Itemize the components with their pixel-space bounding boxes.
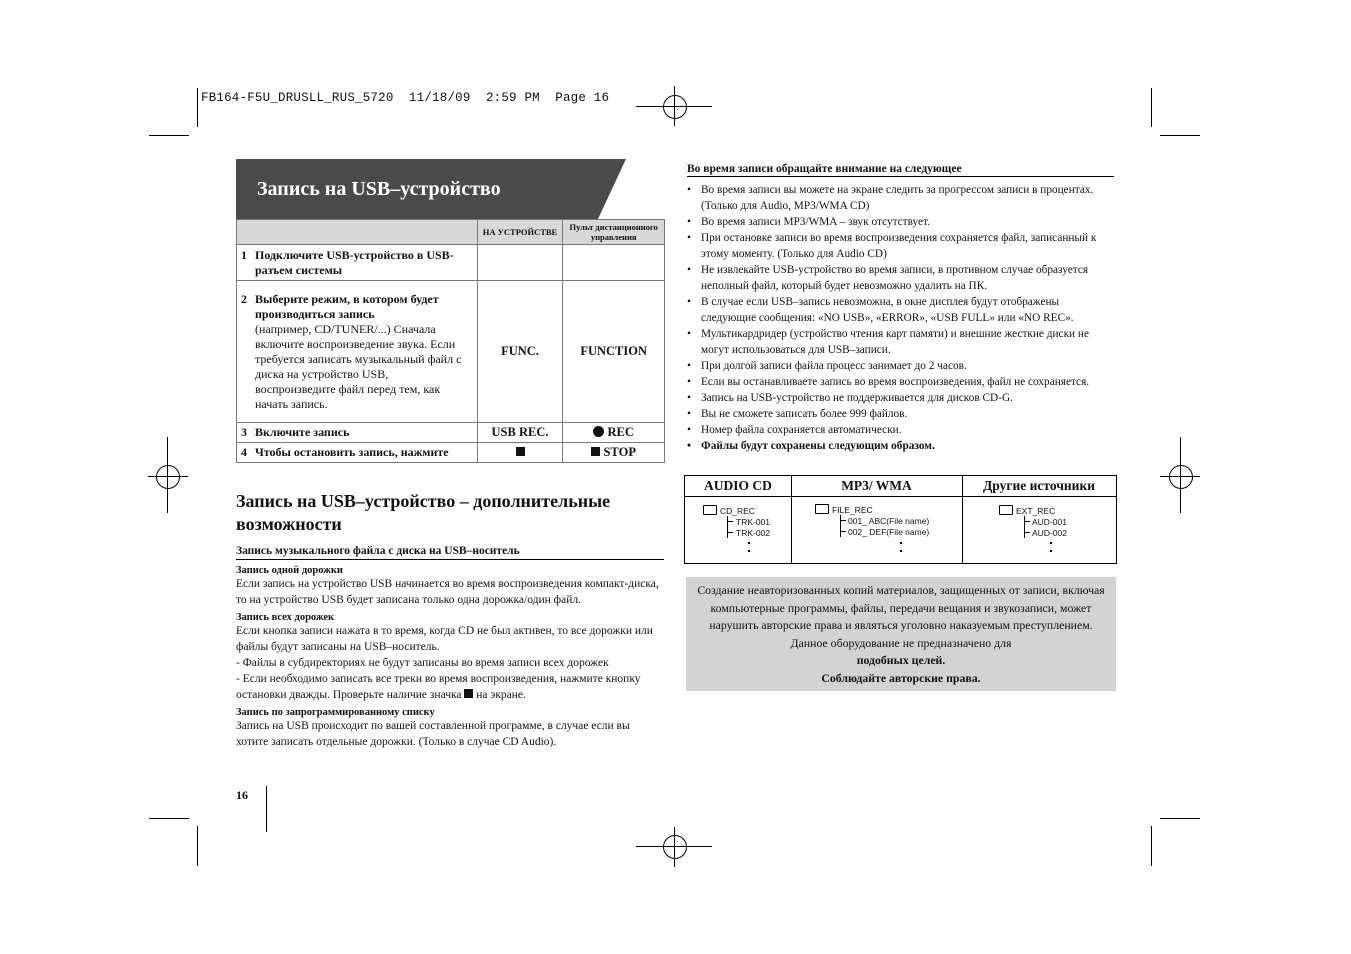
copyright-bold-1: подобных целей. xyxy=(856,653,946,667)
step-title: Чтобы остановить запись, нажмите xyxy=(255,445,449,459)
folder-structure-table xyxy=(684,475,1117,564)
step-3-remote xyxy=(563,423,665,443)
tree-branch xyxy=(727,521,733,522)
step-text: (например, CD/TUNER/...) Сначала включите воспроизведение звука. Если требуется записать музыкальный файл с диска на устройство USB, воспроизведите файл перед тем, как начать запись. xyxy=(255,321,462,411)
page-gutter-line xyxy=(266,786,267,832)
file-name: TRK-001 xyxy=(736,517,771,527)
column-header: AUDIO CD xyxy=(685,476,791,497)
ellipsis-dot xyxy=(1050,542,1052,544)
step-4 xyxy=(237,443,478,463)
file-name: TRK-002 xyxy=(736,528,771,538)
step-number: 2 xyxy=(241,291,247,306)
title-banner-slope xyxy=(598,159,626,219)
note-text: на экране. xyxy=(476,689,526,701)
note-text: - Если необходимо записать все треки во время воспроизведения, нажмите кнопку остановки дважды. Проверьте наличие значка xyxy=(236,673,641,701)
one-track-title: Запись одной дорожки xyxy=(236,565,343,576)
folder-column-mp3-wma xyxy=(791,476,963,563)
registration-line xyxy=(674,86,675,126)
copyright-text: Создание неавторизованных копий материалов, защищенных от записи, включая компьютерные программы, файлы, передачи вещания и звукозаписи, может нарушить авторские права и являться уголовно наказуемым преступлением. Данное оборудование не предназначено для xyxy=(697,583,1105,650)
step-2 xyxy=(237,281,478,423)
tree-branch xyxy=(1024,521,1030,522)
rec-label: REC xyxy=(607,425,634,439)
list-item: • Файлы будут сохранены следующим образом. xyxy=(687,438,1115,454)
ellipsis-dot xyxy=(1050,550,1052,552)
tree-branch xyxy=(727,532,733,533)
crop-mark xyxy=(149,818,189,819)
crop-mark xyxy=(197,88,198,127)
registration-mark xyxy=(156,465,180,489)
step-number: 3 xyxy=(241,425,247,439)
section-subheading: Запись музыкального файла с диска на USB–носитель xyxy=(236,545,664,560)
crop-mark xyxy=(1160,135,1200,136)
folder-name: EXT_REC xyxy=(1016,506,1056,516)
registration-line xyxy=(167,437,168,513)
stop-label: STOP xyxy=(603,445,636,459)
tree-line xyxy=(1024,516,1025,538)
list-item: • Во время записи вы можете на экране следить за прогрессом записи в процентах. (Только для Audio, MP3/WMA CD) xyxy=(687,182,1115,214)
list-item: • В случае если USB–запись невозможна, в окне дисплея будут отображены следующие сообщения: «NO USB», «ERROR», «USB FULL» или «NO REC». xyxy=(687,294,1115,326)
folder-tree xyxy=(815,504,929,538)
step-number: 4 xyxy=(241,445,247,459)
ellipsis-dot xyxy=(900,550,902,552)
folder-name: CD_REC xyxy=(720,506,755,516)
tree-line xyxy=(840,515,841,537)
registration-mark xyxy=(663,95,687,119)
page-title: Запись на USB–устройство xyxy=(257,178,501,200)
list-item: • Номер файла сохраняется автоматически. xyxy=(687,422,1115,438)
tree-line xyxy=(727,516,728,538)
step-title: Включите запись xyxy=(255,425,350,439)
steps-table xyxy=(236,219,665,463)
folder-column-audio-cd xyxy=(685,476,792,563)
list-item: • При долгой записи файла процесс занимает до 2 часов. xyxy=(687,358,1115,374)
step-title: Выберите режим, в котором будет производиться запись xyxy=(255,291,439,321)
list-item: • Если вы останавливаете запись во время воспроизведения, файл не сохраняется. xyxy=(687,374,1115,390)
folder-icon xyxy=(815,504,829,514)
crop-mark xyxy=(149,135,189,136)
step-3-device: USB REC. xyxy=(477,423,563,443)
column-header: MP3/ WMA xyxy=(791,476,962,497)
step-3 xyxy=(237,423,478,443)
registration-line xyxy=(148,476,188,477)
tree-branch xyxy=(840,520,846,521)
list-item: • Мультикардридер (устройство чтения карт памяти) и внешние жесткие диски не могут использоваться для USB–записи. xyxy=(687,326,1115,358)
ellipsis-dot xyxy=(748,550,750,552)
list-item: • Вы не сможете записать более 999 файлов. xyxy=(687,406,1115,422)
step-2-remote: FUNCTION xyxy=(563,281,665,423)
section-heading: Запись на USB–устройство – дополнительные возможности xyxy=(236,491,611,534)
step-1-remote xyxy=(563,245,665,281)
step-1 xyxy=(237,245,478,281)
all-tracks-text: Если кнопка записи нажата в то время, когда CD не был активен, то все дорожки или файлы будут записаны на USB–носитель. xyxy=(236,625,653,653)
list-item: • Во время записи MP3/WMA – звук отсутствует. xyxy=(687,214,1115,230)
all-tracks-title: Запись всех дорожек xyxy=(236,612,335,623)
page-number: 16 xyxy=(236,788,248,802)
crop-mark xyxy=(1160,818,1200,819)
column-header: Другие источники xyxy=(962,476,1116,497)
file-name: 002_ DEF(File name) xyxy=(848,527,930,537)
file-name: 001_ ABC(File name) xyxy=(848,516,930,526)
program-text: Запись на USB происходит по вашей составленной программе, в случае если вы хотите записать отдельные дорожки. (Только в случае CD Audio). xyxy=(236,720,630,748)
step-4-device xyxy=(477,443,563,463)
step-title: Подключите USB-устройство в USB-разъем системы xyxy=(255,247,454,277)
list-item: • Не извлекайте USB-устройство во время записи, в противном случае образуется неполный файл, который будет невозможно удалить на ПК. xyxy=(687,262,1115,294)
col-device-header: НА УСТРОЙСТВЕ xyxy=(477,220,563,245)
recording-modes xyxy=(236,565,664,750)
stop-square-icon xyxy=(516,447,525,456)
tree-branch xyxy=(840,531,846,532)
crop-mark xyxy=(1151,88,1152,127)
all-tracks-note-2 xyxy=(236,671,664,703)
ellipsis-dot xyxy=(900,542,902,544)
step-4-remote xyxy=(563,443,665,463)
registration-line xyxy=(674,827,675,867)
program-title: Запись по запрограммированному списку xyxy=(236,707,435,718)
stop-square-icon xyxy=(591,447,600,456)
tree-branch xyxy=(1024,532,1030,533)
notes-list xyxy=(687,182,1115,454)
list-item: • При остановке записи во время воспроизведения сохраняется файл, записанный к этому моменту. (Только для Audio CD) xyxy=(687,230,1115,262)
step-1-device xyxy=(477,245,563,281)
registration-mark xyxy=(663,835,687,859)
stop-square-icon xyxy=(464,689,473,698)
step-number: 1 xyxy=(241,247,247,262)
all-tracks-note-1: - Файлы в субдиректориях не будут записаны во время записи всех дорожек xyxy=(236,657,609,669)
copyright-bold-2: Соблюдайте авторские права. xyxy=(821,670,981,685)
step-2-device: FUNC. xyxy=(477,281,563,423)
list-item: • Запись на USB-устройство не поддерживается для дисков CD-G. xyxy=(687,390,1115,406)
file-name: AUD-002 xyxy=(1032,528,1067,538)
folder-column-other xyxy=(962,476,1116,563)
crop-mark xyxy=(1151,826,1152,866)
header-blank xyxy=(237,220,478,245)
crop-mark xyxy=(197,826,198,866)
folder-icon xyxy=(999,505,1013,515)
copyright-notice xyxy=(686,577,1116,691)
file-name: AUD-001 xyxy=(1032,517,1067,527)
folder-tree xyxy=(703,505,770,539)
folder-tree xyxy=(999,505,1067,539)
one-track-text: Если запись на устройство USB начинается во время воспроизведения компакт-диска, то на устройство USB будет записана только одна дорожка/один файл. xyxy=(236,578,659,606)
record-dot-icon xyxy=(593,426,604,437)
registration-mark xyxy=(1169,465,1193,489)
print-header: FB164-F5U_DRUSLL_RUS_5720 11/18/09 2:59 PM Page 16 xyxy=(201,91,610,105)
registration-line xyxy=(1180,437,1181,513)
ellipsis-dot xyxy=(748,542,750,544)
folder-name: FILE_REC xyxy=(832,505,873,515)
col-remote-header: Пульт дистанционного управления xyxy=(563,220,665,245)
folder-icon xyxy=(703,505,717,515)
notes-heading: Во время записи обращайте внимание на следующее xyxy=(687,163,1114,177)
